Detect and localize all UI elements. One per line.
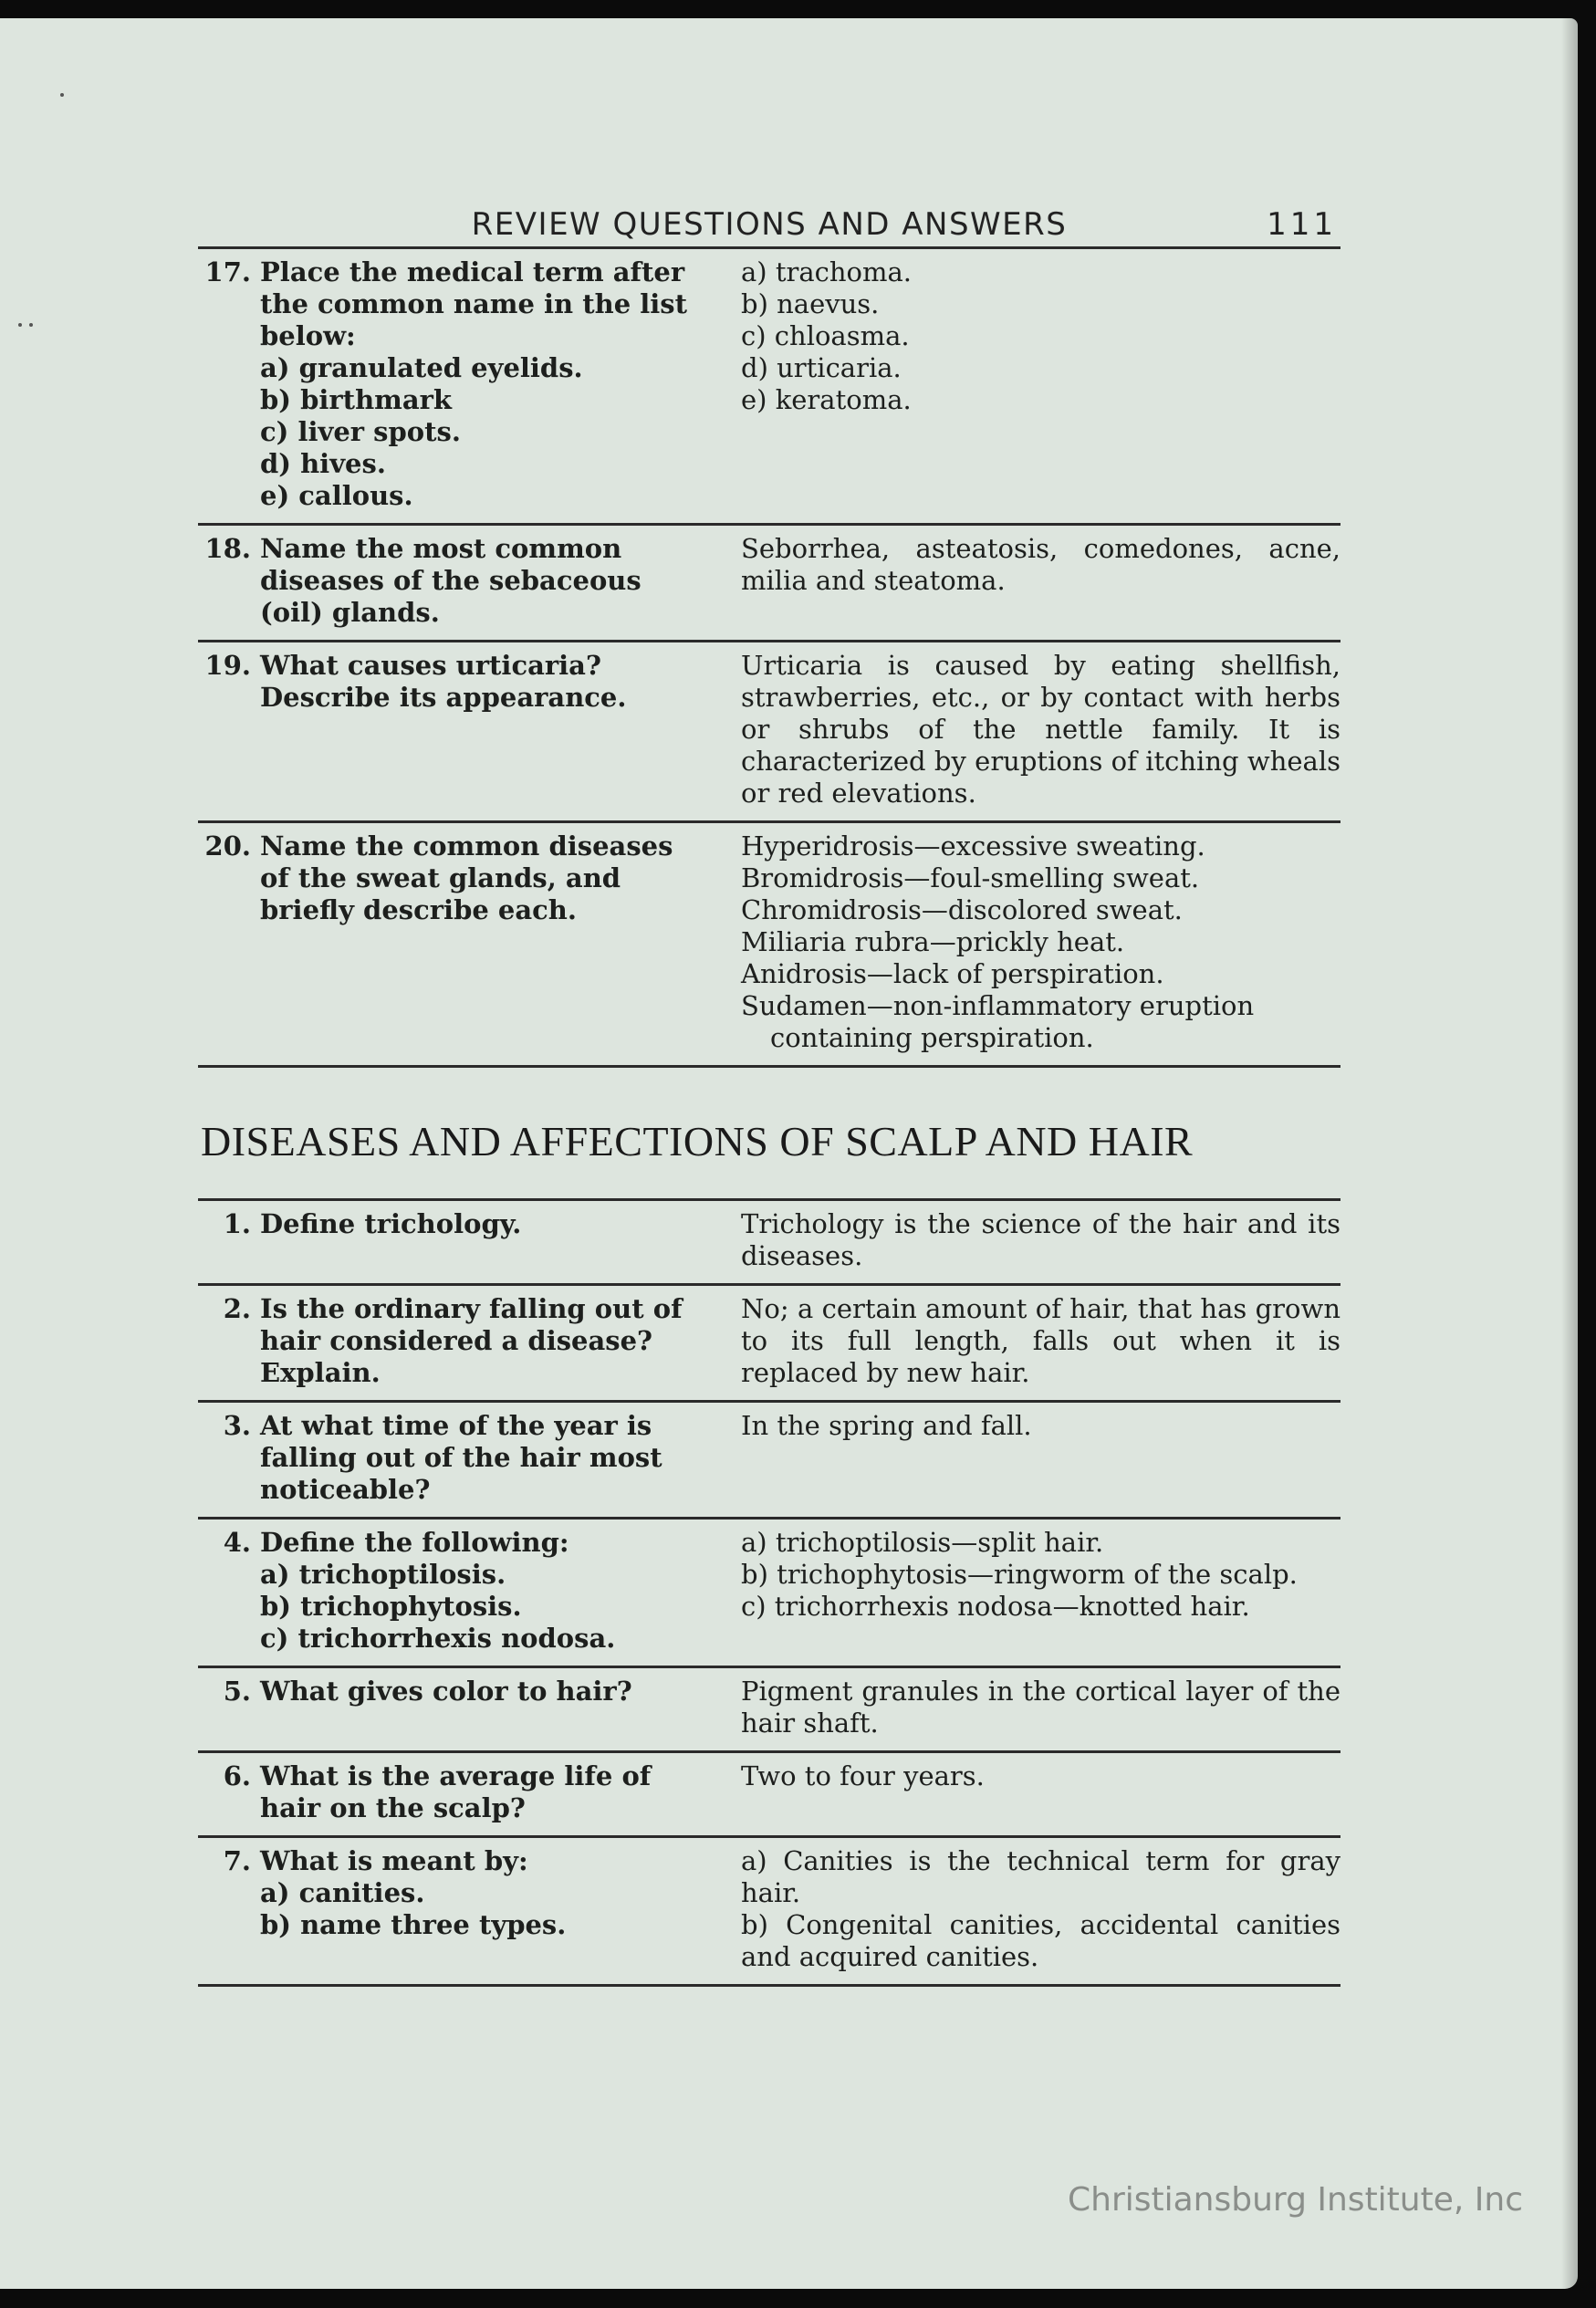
question-text [260, 1410, 695, 1506]
question-text [260, 256, 695, 512]
question [198, 1760, 695, 1824]
answer [695, 1527, 1340, 1655]
question-line: What is the average life of hair on the scalp? [260, 1760, 652, 1823]
answer [695, 533, 1340, 629]
question [198, 1676, 695, 1739]
answer-line: e) keratoma. [741, 384, 912, 415]
running-head [198, 192, 1340, 246]
answer-line: b) naevus. [741, 288, 880, 319]
answer-line: b) Congenital canities, accidental canities and acquired canities. [741, 1909, 1340, 1972]
answer-line: b) trichophytosis—ringworm of the scalp. [741, 1559, 1298, 1590]
question [198, 1527, 695, 1655]
answer-line: No; a certain amount of hair, that has grown to its full length, falls out when it is replaced by new hair. [741, 1293, 1340, 1388]
question-line: Define the following: [260, 1527, 569, 1558]
question [198, 650, 695, 809]
question-number: 4. [223, 1527, 251, 1558]
question-number: 5. [223, 1676, 251, 1707]
question-number: 1. [223, 1208, 251, 1239]
answer-line: Pigment granules in the cortical layer of the hair shaft. [741, 1676, 1340, 1739]
question-text [260, 1760, 695, 1824]
answer [695, 1845, 1340, 1973]
answer-line: Sudamen—non-inflammatory eruption [741, 990, 1255, 1021]
question-number: 7. [223, 1845, 251, 1876]
question-line: Name the common diseases of the sweat glands, and briefly describe each. [260, 830, 673, 925]
question-number: 18. [204, 533, 251, 564]
question [198, 1845, 695, 1973]
question-text [260, 533, 695, 629]
question-number: 19. [204, 650, 251, 681]
qa-row [198, 1838, 1340, 1987]
qa-row [198, 1201, 1340, 1286]
answer-line: c) trichorrhexis nodosa—knotted hair. [741, 1591, 1250, 1622]
question-text [260, 830, 695, 1054]
question-line: What gives color to hair? [260, 1676, 632, 1707]
qa-row [198, 823, 1340, 1068]
qa-row [198, 1668, 1340, 1753]
question [198, 1410, 695, 1506]
qa-row [198, 1403, 1340, 1520]
question-text [260, 1293, 695, 1389]
answer-line: Bromidrosis—foul-smelling sweat. [741, 862, 1200, 893]
question-line: Place the medical term after the common name in the list below: [260, 256, 688, 351]
question-line: b) name three types. [260, 1909, 567, 1940]
question-line: b) birthmark [260, 384, 452, 415]
question-line: c) trichorrhexis nodosa. [260, 1623, 616, 1654]
section-heading: DISEASES AND AFFECTIONS OF SCALP AND HAIR [201, 1118, 1194, 1164]
question-line: Name the most common diseases of the sebaceous (oil) glands. [260, 533, 642, 628]
paper-speck [29, 323, 33, 327]
book-page [0, 18, 1578, 2289]
question-text [260, 1527, 695, 1655]
question-line: Is the ordinary falling out of hair considered a disease? Explain. [260, 1293, 683, 1388]
question-number: 17. [204, 256, 251, 287]
answer-line: Urticaria is caused by eating shellfish, strawberries, etc., or by contact with herbs or shrubs of the nettle family. It is characterized by eruptions of itching wheals or red elevations. [741, 650, 1340, 809]
answer-line: Trichology is the science of the hair and its diseases. [741, 1208, 1340, 1271]
page-edge-shadow [1561, 18, 1578, 2289]
answer-line: a) Canities is the technical term for gray hair. [741, 1845, 1340, 1908]
page-content [198, 192, 1340, 1987]
answer [695, 1676, 1340, 1739]
answer-line: a) trachoma. [741, 256, 913, 287]
watermark: Christiansburg Institute, Inc [1067, 2181, 1523, 2219]
question [198, 256, 695, 512]
qa-row [198, 642, 1340, 823]
question-line: a) trichoptilosis. [260, 1559, 506, 1590]
answer-line: a) trichoptilosis—split hair. [741, 1527, 1104, 1558]
question [198, 1293, 695, 1389]
answer [695, 650, 1340, 809]
answer-line: c) chloasma. [741, 320, 910, 351]
question-number: 2. [223, 1293, 251, 1324]
answer-line: containing perspiration. [770, 1022, 1094, 1053]
answer-line: Seborrhea, asteatosis, comedones, acne, milia and steatoma. [741, 533, 1340, 596]
question-line: At what time of the year is falling out of the hair most noticeable? [260, 1410, 662, 1505]
answer-line: Two to four years. [741, 1760, 985, 1791]
answer [695, 1208, 1340, 1272]
question [198, 830, 695, 1054]
question-line: e) callous. [260, 480, 413, 511]
paper-speck [18, 323, 22, 327]
qa-list-skin [198, 249, 1340, 1068]
answer-line: Anidrosis—lack of perspiration. [741, 958, 1164, 989]
qa-row [198, 526, 1340, 642]
question-number: 20. [204, 830, 251, 862]
qa-row [198, 1520, 1340, 1668]
question-line: What causes urticaria? Describe its appearance. [260, 650, 627, 713]
question-line: a) granulated eyelids. [260, 352, 583, 383]
question-line: d) hives. [260, 448, 386, 479]
answer [695, 1760, 1340, 1824]
answer-line: Miliaria rubra—prickly heat. [741, 926, 1125, 957]
answer [695, 830, 1340, 1054]
answer [695, 256, 1340, 512]
question-text [260, 1208, 695, 1272]
question-line: a) canities. [260, 1877, 425, 1908]
running-head-title: REVIEW QUESTIONS AND ANSWERS [471, 206, 1068, 243]
question [198, 533, 695, 629]
answer-line: d) urticaria. [741, 352, 902, 383]
question-line: b) trichophytosis. [260, 1591, 522, 1622]
answer-line: Hyperidrosis—excessive sweating. [741, 830, 1205, 862]
question-number: 3. [223, 1410, 251, 1441]
qa-list-scalp-hair [198, 1201, 1340, 1987]
question-text [260, 1845, 695, 1973]
answer [695, 1293, 1340, 1389]
answer-line: Chromidrosis—discolored sweat. [741, 894, 1183, 925]
answer-line: In the spring and fall. [741, 1410, 1032, 1441]
question [198, 1208, 695, 1272]
answer [695, 1410, 1340, 1506]
qa-row [198, 249, 1340, 526]
question-text [260, 1676, 695, 1739]
page-number: 111 [1267, 206, 1337, 243]
question-line: What is meant by: [260, 1845, 528, 1876]
question-text [260, 650, 695, 809]
qa-row [198, 1753, 1340, 1838]
question-line: c) liver spots. [260, 416, 461, 447]
qa-row [198, 1286, 1340, 1403]
question-number: 6. [223, 1760, 251, 1791]
question-line: Define trichology. [260, 1208, 522, 1239]
paper-speck [60, 93, 64, 97]
